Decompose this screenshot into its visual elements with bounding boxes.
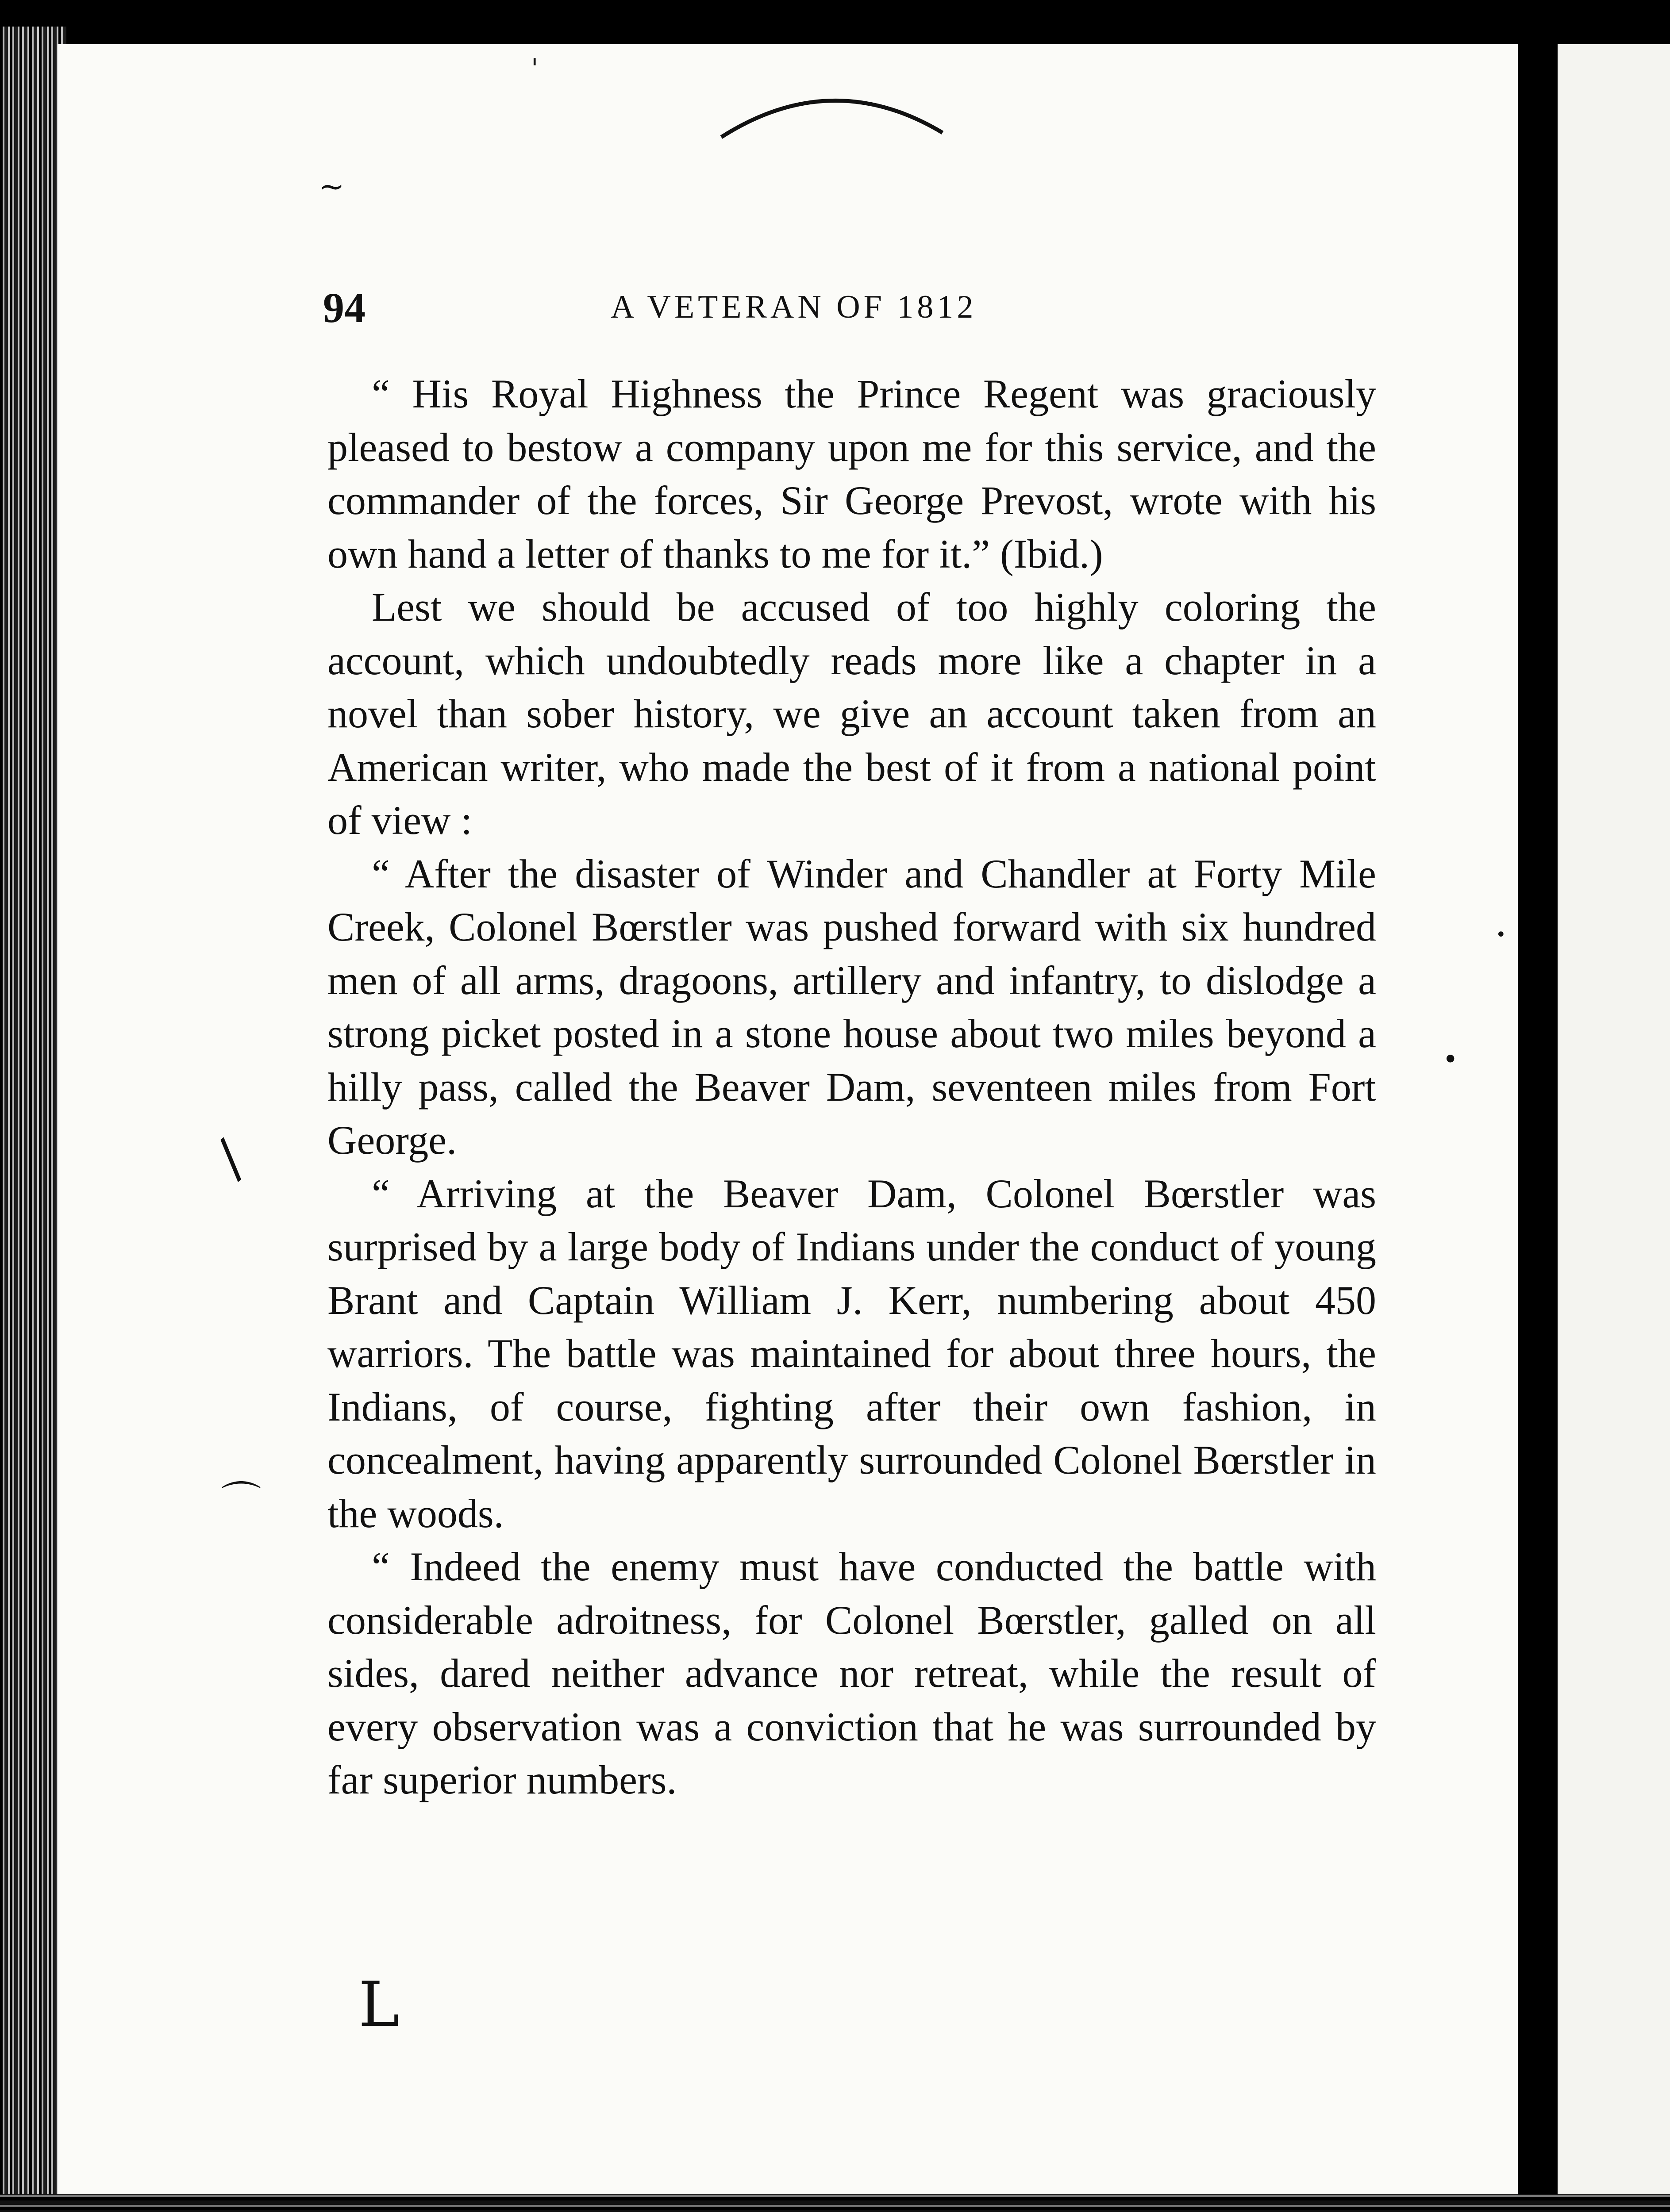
pencil-arc-mark	[717, 84, 947, 146]
paragraph: “ Indeed the enemy must have conducted the battle with considerable adroitness, for Colonel Bœrstler, galled on all sides, dared neither advance nor retreat, while the result of every observation was a conviction that he was surrounded by far superior numbers.	[327, 1544, 1376, 1802]
adjacent-page-edge	[1558, 44, 1670, 2212]
body-text	[327, 367, 1376, 1807]
pencil-stroke-mark: /	[204, 1129, 257, 1188]
paragraph: “ Arriving at the Beaver Dam, Colonel Bœrstler was surprised by a large body of Indians under the conduct of young Brant and Captain William J. Kerr, numbering about 450 warriors. The battle was maintained for about three hours, the Indians, of course, fighting after their own fashion, in concealment, having apparently surrounded Colonel Bœrstler in the woods.	[327, 1171, 1376, 1536]
running-header	[323, 283, 1474, 345]
page-gutter	[1522, 62, 1558, 2212]
speck-mark: •	[1496, 925, 1506, 945]
bottom-scan-edge	[0, 2194, 1670, 2212]
speck-mark: '	[531, 53, 539, 84]
speck-mark: •	[1443, 1044, 1458, 1075]
speck-mark: ~	[319, 168, 345, 204]
pencil-corner-mark: L	[358, 1969, 400, 2041]
paragraph: “ After the disaster of Winder and Chandler at Forty Mile Creek, Colonel Bœrstler was pushed forward with six hundred men of all arms, dragoons, artillery and infantry, to dislodge a strong picket posted in a stone house about two miles beyond a hilly pass, called the Beaver Dam, seventeen miles from Fort George.	[327, 851, 1376, 1163]
paragraph: “ His Royal Highness the Prince Regent was graciously pleased to bestow a company upon me for this service, and the commander of the forces, Sir George Prevost, wrote with his own hand a letter of thanks to me for it.” (Ibid.)	[327, 371, 1376, 576]
page-number: 94	[323, 284, 366, 331]
book-binding-edge	[0, 27, 66, 2212]
running-title: A VETERAN OF 1812	[611, 289, 977, 325]
paragraph: Lest we should be accused of too highly coloring the account, which undoubtedly reads more like a chapter in a novel than sober history, we give an account taken from an American writer, who made the best of it from a national point of view :	[327, 584, 1376, 843]
pencil-hook-mark: ⌒	[221, 1478, 261, 1525]
